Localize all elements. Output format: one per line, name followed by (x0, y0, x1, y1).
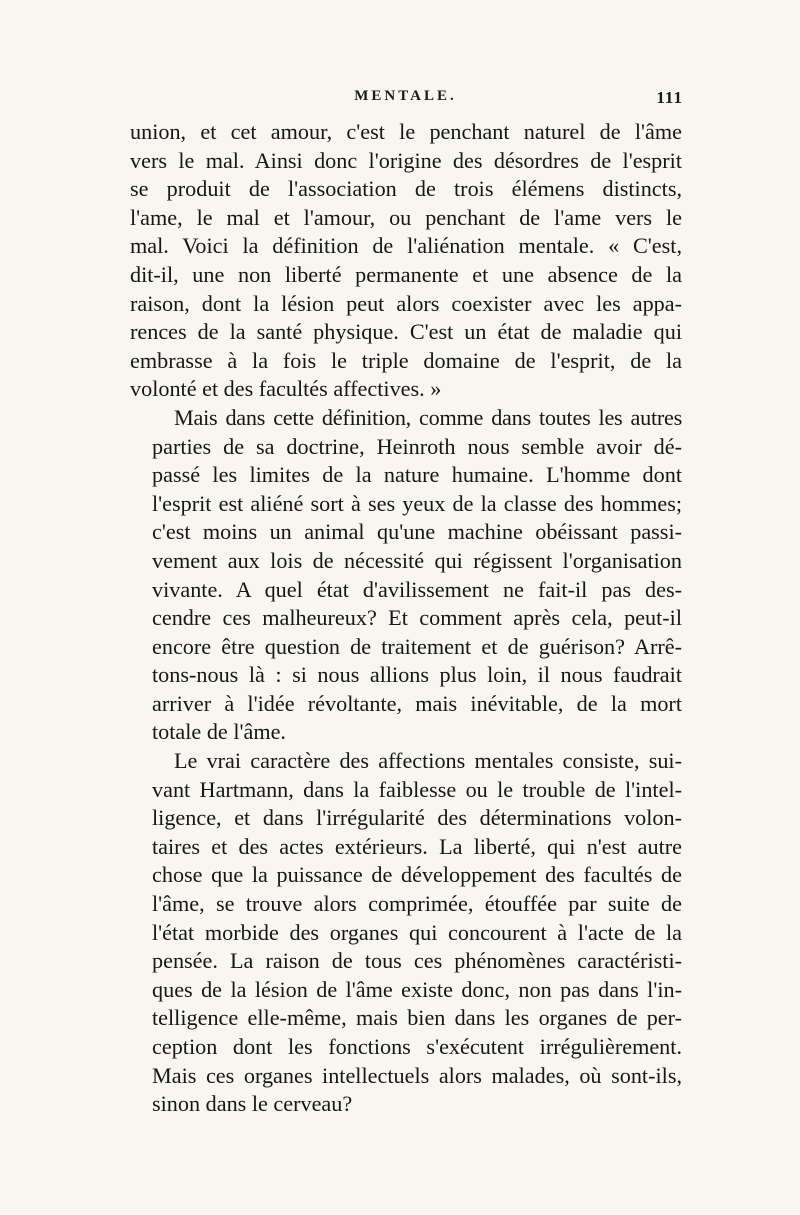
text-line: Mais ces organes intellectuels alors malades, où sont-ils, (152, 1062, 682, 1088)
text-line: ques de la lésion de l'âme existe donc, non pas dans l'in- (152, 976, 682, 1002)
running-head (128, 88, 683, 112)
text-line: chose que la puissance de développement des facultés de (152, 862, 682, 888)
text-line: embrasse à la fois le triple domaine de l'esprit, de la (130, 347, 682, 373)
text-line: se produit de l'association de trois élémens distincts, (130, 176, 682, 202)
text-line: arriver à l'idée révoltante, mais inévitable, de la mort (152, 690, 682, 716)
text-line: l'âme, se trouve alors comprimée, étouffée par suite de (152, 891, 682, 917)
text-line: sinon dans le cerveau? (152, 1091, 353, 1117)
text-line: dit-il, une non liberté permanente et une absence de la (130, 261, 682, 287)
text-line: pensée. La raison de tous ces phénomènes caractéristi- (152, 948, 682, 974)
text-line: vers le mal. Ainsi donc l'origine des désordres de l'esprit (130, 147, 682, 173)
text-line: l'esprit est aliéné sort à ses yeux de la classe des hommes; (152, 490, 682, 516)
text-line: parties de sa doctrine, Heinroth nous semble avoir dé- (152, 433, 682, 459)
text-line: mal. Voici la définition de l'aliénation mentale. « C'est, (130, 233, 682, 259)
text-line: taires et des actes extérieurs. La liberté, qui n'est autre (152, 833, 682, 859)
text-line: rences de la santé physique. C'est un état de maladie qui (130, 319, 682, 345)
text-line: vivante. A quel état d'avilissement ne fait-il pas des- (152, 576, 682, 602)
text-line: l'ame, le mal et l'amour, ou penchant de l'ame vers le (130, 204, 682, 230)
text-line: volonté et des facultés affectives. » (130, 376, 442, 402)
text-line: l'état morbide des organes qui concourent à l'acte de la (152, 919, 682, 945)
paragraph (130, 747, 682, 1119)
text-line: ception dont les fonctions s'exécutent irrégulièrement. (152, 1034, 682, 1059)
text-line: c'est moins un animal qu'une machine obéissant passi- (152, 519, 682, 545)
body-text (130, 118, 682, 1119)
text-line: totale de l'âme. (152, 719, 286, 745)
text-line: raison, dont la lésion peut alors coexister avec les appa- (130, 290, 682, 316)
paragraph (130, 404, 682, 747)
text-line: encore être question de traitement et de guérison? Arrê- (152, 633, 682, 659)
running-title: MENTALE. (354, 88, 457, 104)
text-line: vement aux lois de nécessité qui régissent l'organisation (152, 547, 682, 573)
text-line: telligence elle-même, mais bien dans les organes de per- (152, 1005, 682, 1031)
text-line: Mais dans cette définition, comme dans toutes les autres (174, 404, 682, 430)
text-line: ligence, et dans l'irrégularité des déterminations volon- (152, 805, 682, 831)
text-line: Le vrai caractère des affections mentales consiste, sui- (174, 748, 682, 774)
text-line: passé les limites de la nature humaine. L'homme dont (152, 462, 682, 488)
text-line: union, et cet amour, c'est le penchant naturel de l'âme (130, 119, 682, 144)
paragraph (130, 118, 682, 404)
page-number: 111 (656, 88, 683, 107)
text-line: cendre ces malheureux? Et comment après cela, peut-il (152, 605, 682, 631)
text-line: vant Hartmann, dans la faiblesse ou le trouble de l'intel- (152, 776, 682, 802)
text-line: tons-nous là : si nous allions plus loin, il nous faudrait (152, 662, 682, 688)
